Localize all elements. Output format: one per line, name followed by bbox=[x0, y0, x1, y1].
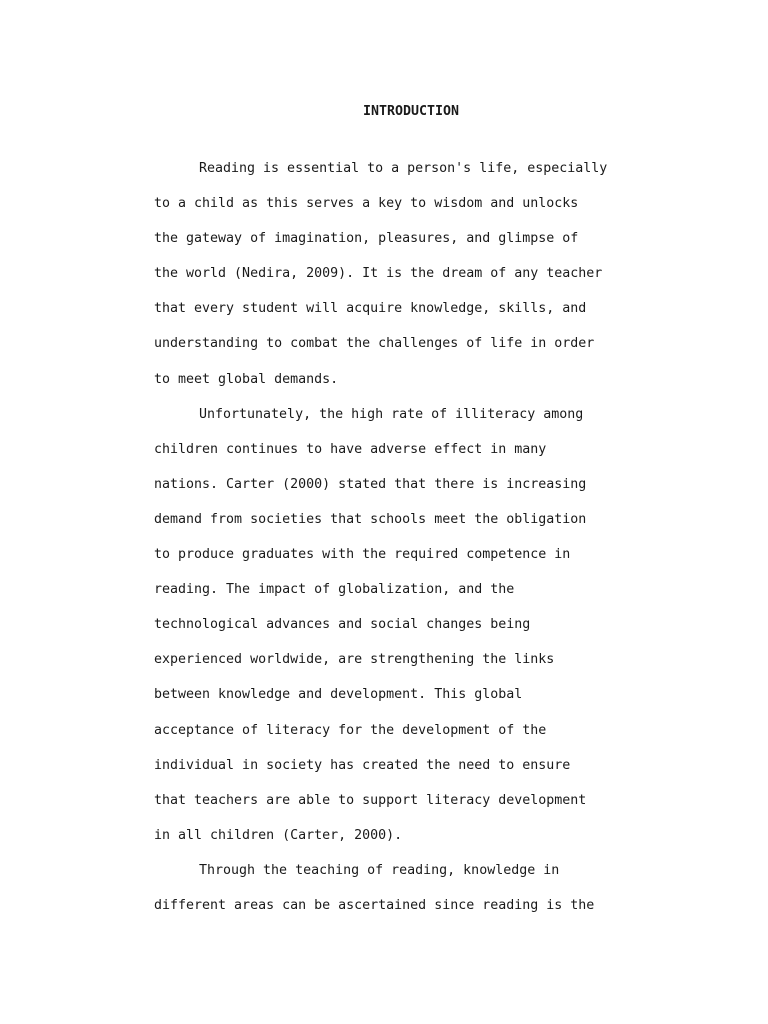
paragraph-2 bbox=[154, 397, 664, 853]
text-line: in all children (Carter, 2000). bbox=[154, 827, 403, 843]
text-line: technological advances and social changes being bbox=[154, 617, 531, 633]
text-line: Unfortunately, the high rate of illiteracy among bbox=[199, 406, 584, 422]
text-line: acceptance of literacy for the development of the bbox=[154, 722, 547, 738]
document-body bbox=[154, 98, 664, 923]
text-line: individual in society has created the need to ensure bbox=[154, 757, 571, 773]
text-line: Reading is essential to a person's life, especially bbox=[199, 161, 608, 176]
text-line: between knowledge and development. This global bbox=[154, 687, 523, 703]
page-title: INTRODUCTION bbox=[362, 104, 460, 119]
text-line: to meet global demands. bbox=[154, 371, 339, 387]
text-line: the world (Nedira, 2009). It is the dream of any teacher bbox=[154, 266, 603, 282]
text-line: understanding to combat the challenges of life in order bbox=[154, 336, 595, 352]
paragraph-3 bbox=[154, 853, 664, 923]
text-line: the gateway of imagination, pleasures, and glimpse of bbox=[154, 231, 579, 247]
text-line: experienced worldwide, are strengthening the links bbox=[154, 652, 555, 668]
text-line: to a child as this serves a key to wisdom and unlocks bbox=[154, 196, 579, 212]
text-line: different areas can be ascertained since reading is the bbox=[154, 897, 595, 913]
text-line: reading. The impact of globalization, and the bbox=[154, 582, 515, 598]
text-line: to produce graduates with the required competence in bbox=[154, 547, 571, 563]
text-line: that teachers are able to support literacy development bbox=[154, 792, 587, 808]
text-line: that every student will acquire knowledge, skills, and bbox=[154, 301, 587, 317]
text-line: children continues to have adverse effect in many bbox=[154, 441, 547, 457]
text-line: nations. Carter (2000) stated that there is increasing bbox=[154, 476, 587, 492]
paragraph-1 bbox=[154, 151, 664, 397]
text-line: demand from societies that schools meet the obligation bbox=[154, 511, 587, 527]
text-line: Through the teaching of reading, knowledge in bbox=[199, 862, 560, 878]
